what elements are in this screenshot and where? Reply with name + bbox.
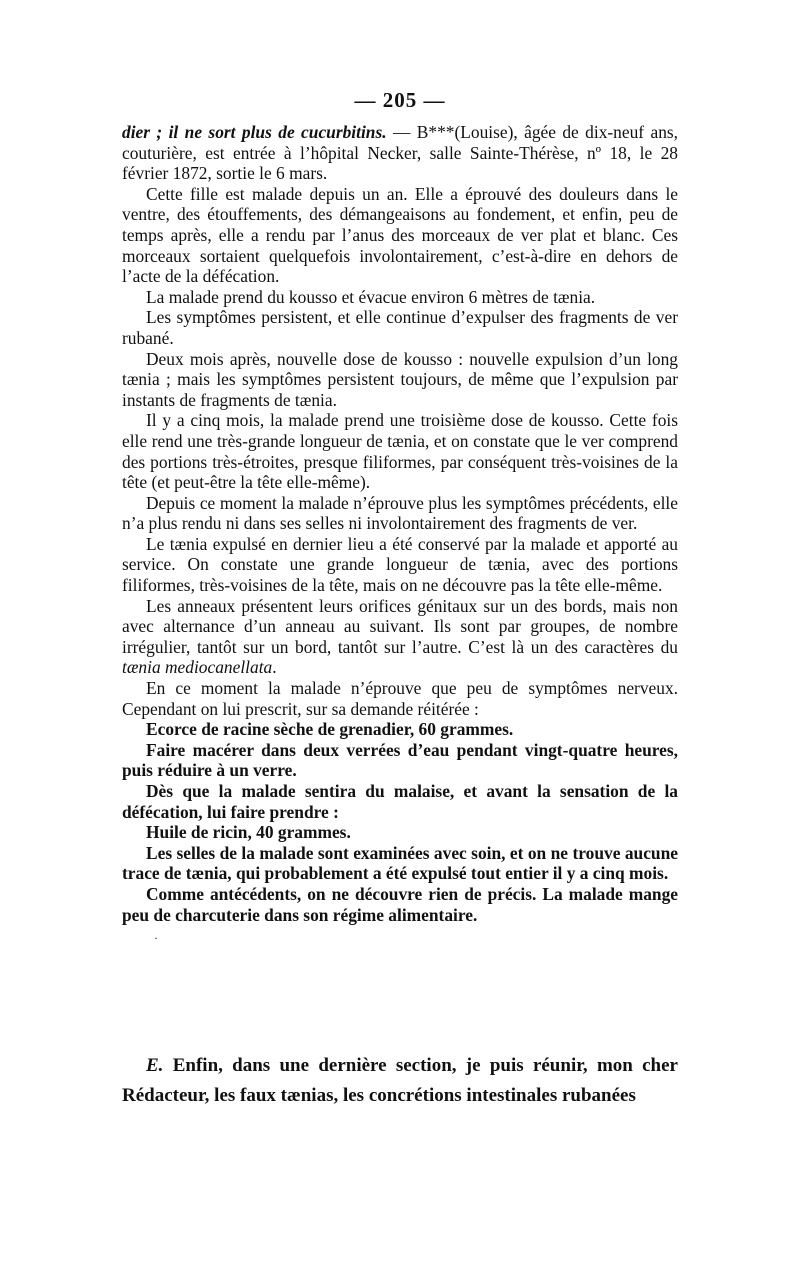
paragraph-text: Les anneaux présentent leurs orifices génitaux sur un des bords, mais non avec alternance d’un anneau au suivant. Ils sont par groupes, de nombre irrégulier, tantôt sur un bord, tantôt sur l’autre. C’est là un des caractères du: [122, 595, 678, 657]
body-text: [122, 122, 678, 945]
paragraph-text: .: [272, 657, 277, 678]
prescription-line-bark: Ecorce de racine sèche de grenadier, 60 grammes.: [146, 719, 514, 740]
paragraph-symptoms-persist: Les symptômes persistent, et elle continue d’expulser des fragments de ver rubané.: [122, 307, 678, 348]
prescription-line-when: Dès que la malade sentira du malaise, et avant la sensation de la défécation, lui faire prendre :: [122, 781, 678, 822]
paragraph-case-intro: [122, 122, 678, 184]
prescription-line-castor-oil: Huile de ricin, 40 grammes.: [146, 822, 351, 843]
section-e: [122, 1051, 678, 1111]
paragraph-rings: [122, 596, 678, 678]
paragraph-since-then: Depuis ce moment la malade n’éprouve plus les symptômes précédents, elle n’a plus rendu ni dans ses selles ni involontairement des fragments de ver.: [122, 492, 678, 534]
paragraph-stools-examined: Les selles de la malade sont examinées avec soin, et on ne trouve aucune trace de tænia, qui probablement a été expulsé tout entier il y a cinq mois.: [122, 842, 678, 884]
section-letter: E.: [146, 1055, 164, 1076]
page-number: — 205 —: [354, 88, 446, 112]
section-e-text: Enfin, dans une dernière section, je puis réunir, mon cher Rédacteur, les faux tænias, les concrétions intestinales rubanées: [122, 1055, 678, 1106]
paragraph-third-dose: Il y a cinq mois, la malade prend une troisième dose de kousso. Cette fois elle rend une très-grande longueur de tænia, et on constate que le ver comprend des portions très-étroites, presque filiformes, par conséquent très-voisines de la tête (et peut-être la tête elle-même).: [122, 410, 678, 493]
paragraph-second-dose: Deux mois après, nouvelle dose de kousso : nouvelle expulsion d’un long tænia ; mais les symptômes persistent toujours, de même que l’expulsion par instants de fragments de tænia.: [122, 348, 678, 410]
paragraph-history: Cette fille est malade depuis un an. Elle a éprouvé des douleurs dans le ventre, des étouffements, des démangeaisons au fondement, et enfin, peu de temps après, elle a rendu par l’anus des morceaux de ver plat et blanc. Ces morceaux sortaient quelquefois involontairement, c’est-à-dire en dehors de l’acte de la défécation.: [122, 183, 678, 287]
paragraph-conserved-taenia: Le tænia expulsé en dernier lieu a été conservé par la malade et apporté au service. On constate une grande longueur de tænia, avec des portions filiformes, très-voisines de la tête, mais on ne découvre pas la tête elle-même.: [122, 533, 678, 596]
paragraph-current-state: En ce moment la malade n’éprouve que peu de symptômes nerveux. Cependant on lui prescrit, sur sa demande réitérée :: [122, 678, 678, 719]
paragraph-first-dose: La malade prend du kousso et évacue environ 6 mètres de tænia.: [146, 286, 596, 307]
section-e-paragraph: [122, 1051, 678, 1111]
italic-lead: dier ; il ne sort plus de cucurbitins.: [122, 122, 387, 142]
separator-dot: ·: [154, 931, 158, 946]
paragraph-antecedents: Comme antécédents, on ne découvre rien de précis. La malade mange peu de charcuterie dans son régime alimentaire.: [122, 883, 678, 925]
prescription-line-macerate: Faire macérer dans deux verrées d’eau pendant vingt-quatre heures, puis réduire à un verre.: [122, 739, 678, 781]
species-name: tænia mediocanellata: [122, 657, 273, 678]
paragraph-text: — B***(Louise), âgée de dix-neuf ans, couturière, est entrée à l’hôpital Necker, salle Sainte-Thérèse, nº 18, le 28 février 1872, sortie le 6 mars.: [122, 122, 679, 184]
